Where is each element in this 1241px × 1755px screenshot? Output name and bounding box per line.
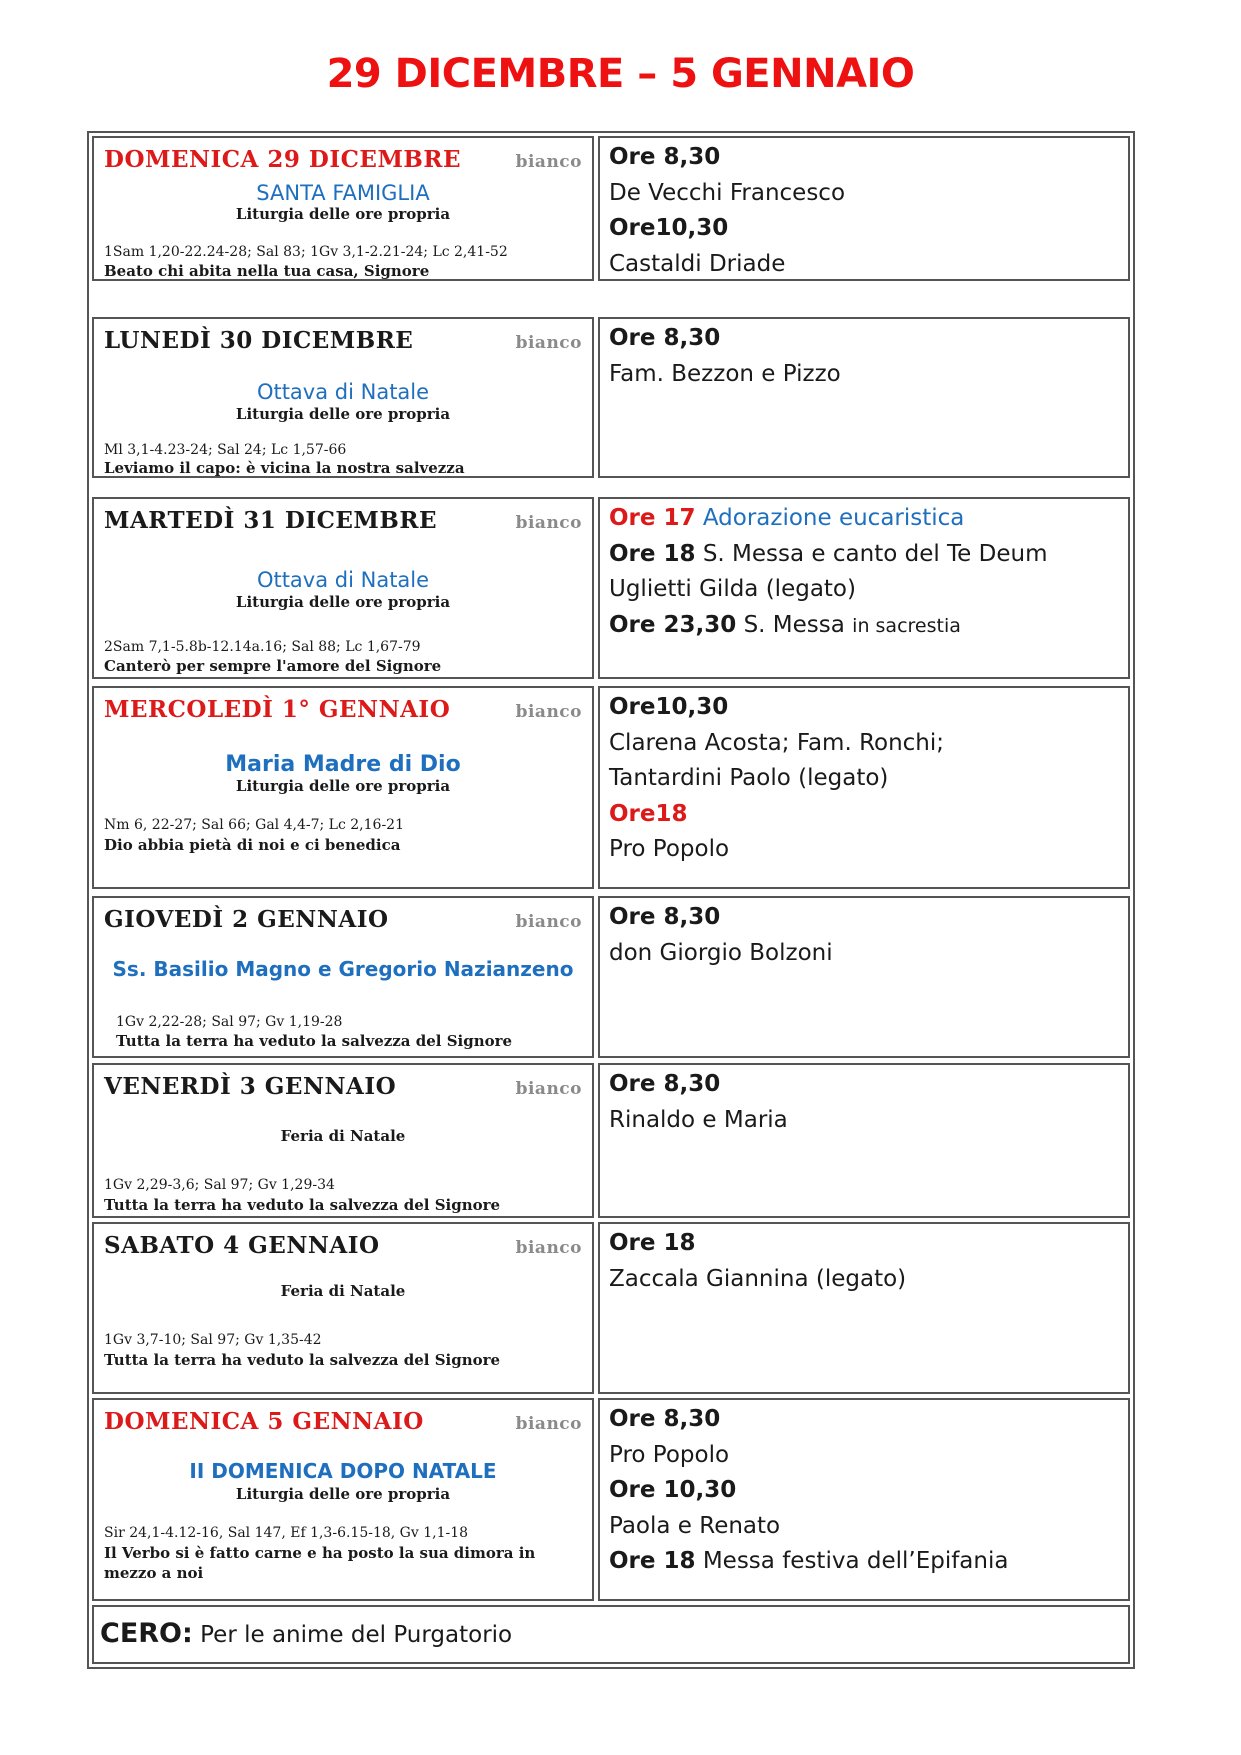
- liturgical-color: bianco: [515, 513, 582, 533]
- mass-cell-sabato-4: [598, 1222, 1130, 1394]
- feast-title: SANTA FAMIGLIA: [256, 181, 430, 205]
- mass-cell-martedi-31: [598, 497, 1130, 679]
- mass-intention: Castaldi Driade: [609, 250, 786, 277]
- liturgy-note: Feria di Natale: [280, 1127, 406, 1145]
- psalm-response: Beato chi abita nella tua casa, Signore: [104, 262, 430, 280]
- liturgical-color: bianco: [515, 1414, 582, 1434]
- mass-time: Ore10,30: [609, 215, 729, 241]
- feast-title: Maria Madre di Dio: [225, 752, 461, 777]
- liturgy-note: Liturgia delle ore propria: [235, 405, 451, 423]
- footer-cell: [92, 1605, 1130, 1664]
- mass-list: [609, 1226, 1122, 1297]
- readings: 2Sam 7,1-5.8b-12.14a.16; Sal 88; Lc 1,67-79: [104, 639, 421, 655]
- day-cell-domenica-5: [92, 1398, 594, 1601]
- liturgy-note: Liturgia delle ore propria: [235, 205, 451, 223]
- mass-intention: Uglietti Gilda (legato): [609, 576, 856, 602]
- mass-list: [609, 690, 1122, 868]
- mass-time: Ore 10,30: [609, 1477, 737, 1503]
- day-name: DOMENICA 29 DICEMBRE: [104, 146, 462, 173]
- feast-title: Ottava di Natale: [256, 568, 430, 592]
- day-cell-sabato-4: [92, 1222, 594, 1394]
- day-cell-lunedi-30: [92, 317, 594, 478]
- day-cell-martedi-31: [92, 497, 594, 679]
- mass-intention: Fam. Bezzon e Pizzo: [609, 360, 841, 387]
- psalm-response: Tutta la terra ha veduto la salvezza del Signore: [104, 1196, 501, 1214]
- day-cell-domenica-29: [92, 136, 594, 281]
- readings: Ml 3,1-4.23-24; Sal 24; Lc 1,57-66: [104, 442, 347, 458]
- readings: 1Gv 3,7-10; Sal 97; Gv 1,35-42: [104, 1332, 322, 1348]
- liturgical-color: bianco: [515, 152, 582, 172]
- mass-location: in sacrestia: [852, 614, 961, 637]
- mass-intention: Clarena Acosta; Fam. Ronchi;: [609, 729, 945, 756]
- mass-time: Ore 18: [609, 1548, 696, 1574]
- psalm-response: Il Verbo si è fatto carne e ha posto la sua dimora in mezzo a noi: [104, 1544, 536, 1582]
- mass-intention: Paola e Renato: [609, 1512, 781, 1539]
- candle-intention: Per le anime del Purgatorio: [200, 1622, 513, 1648]
- psalm-response: Dio abbia pietà di noi e ci benedica: [104, 836, 401, 854]
- liturgical-color: bianco: [515, 333, 582, 353]
- mass-cell-lunedi-30: [598, 317, 1130, 478]
- day-name: LUNEDÌ 30 DICEMBRE: [104, 327, 414, 354]
- mass-intention: De Vecchi Francesco: [609, 179, 846, 206]
- day-cell-venerdi-3: [92, 1063, 594, 1218]
- mass-description: S. Messa e canto del Te Deum: [702, 540, 1048, 567]
- readings: 1Gv 2,29-3,6; Sal 97; Gv 1,29-34: [104, 1177, 335, 1193]
- adoration-label: Adorazione eucaristica: [702, 505, 965, 531]
- mass-time: Ore 17: [609, 505, 696, 531]
- day-name: GIOVEDÌ 2 GENNAIO: [104, 906, 389, 933]
- day-cell-mercoledi-1: [92, 686, 594, 889]
- candle-label: CERO:: [100, 1618, 193, 1649]
- feast-title: II DOMENICA DOPO NATALE: [189, 1459, 497, 1483]
- liturgical-color: bianco: [515, 1238, 582, 1258]
- day-cell-giovedi-2: [92, 896, 594, 1058]
- feast-title: Ottava di Natale: [256, 380, 430, 404]
- mass-time: Ore 8,30: [609, 325, 721, 351]
- liturgy-note: Liturgia delle ore propria: [235, 593, 451, 611]
- mass-list: [609, 900, 1122, 971]
- day-name: VENERDÌ 3 GENNAIO: [104, 1073, 397, 1100]
- mass-time: Ore18: [609, 800, 688, 827]
- candle-note: [100, 1616, 512, 1653]
- readings: 1Sam 1,20-22.24-28; Sal 83; 1Gv 3,1-2.21-24; Lc 2,41-52: [104, 244, 508, 260]
- mass-cell-domenica-5: [598, 1398, 1130, 1601]
- readings: Nm 6, 22-27; Sal 66; Gal 4,4-7; Lc 2,16-21: [104, 817, 404, 833]
- mass-intention: Rinaldo e Maria: [609, 1106, 788, 1133]
- liturgical-color: bianco: [515, 1079, 582, 1099]
- liturgy-note: Liturgia delle ore propria: [235, 1485, 451, 1503]
- psalm-response: Tutta la terra ha veduto la salvezza del Signore: [116, 1032, 513, 1050]
- day-name: MERCOLEDÌ 1° GENNAIO: [104, 696, 451, 723]
- mass-time: Ore10,30: [609, 694, 729, 720]
- day-name: SABATO 4 GENNAIO: [104, 1232, 380, 1259]
- mass-cell-domenica-29: [598, 136, 1130, 281]
- psalm-response: Leviamo il capo: è vicina la nostra salvezza: [104, 459, 465, 477]
- mass-cell-mercoledi-1: [598, 686, 1130, 889]
- mass-cell-giovedi-2: [598, 896, 1130, 1058]
- mass-list: [609, 501, 1122, 644]
- feast-title: Ss. Basilio Magno e Gregorio Nazianzeno: [112, 957, 574, 981]
- mass-description: S. Messa: [743, 611, 845, 638]
- mass-time: Ore 8,30: [609, 1406, 721, 1432]
- mass-list: [609, 140, 1122, 282]
- readings: 1Gv 2,22-28; Sal 97; Gv 1,19-28: [116, 1014, 343, 1030]
- day-name: MARTEDÌ 31 DICEMBRE: [104, 507, 437, 534]
- liturgical-color: bianco: [515, 912, 582, 932]
- mass-time: Ore 8,30: [609, 1071, 721, 1097]
- mass-time: Ore 18: [609, 1230, 696, 1256]
- mass-intention: Pro Popolo: [609, 836, 730, 862]
- mass-intention: Tantardini Paolo (legato): [609, 765, 889, 791]
- mass-time: Ore 8,30: [609, 904, 721, 930]
- psalm-response: Tutta la terra ha veduto la salvezza del Signore: [104, 1351, 501, 1369]
- mass-intention: don Giorgio Bolzoni: [609, 939, 833, 966]
- mass-description: Messa festiva dell’Epifania: [702, 1548, 1009, 1574]
- mass-list: [609, 1402, 1122, 1580]
- mass-time: Ore 23,30: [609, 611, 737, 638]
- liturgy-note: Liturgia delle ore propria: [235, 777, 451, 795]
- mass-list: [609, 1067, 1122, 1138]
- psalm-response: Canterò per sempre l'amore del Signore: [104, 657, 442, 675]
- mass-time: Ore 18: [609, 540, 696, 567]
- page-title: 29 DICEMBRE – 5 GENNAIO: [326, 51, 915, 97]
- mass-cell-venerdi-3: [598, 1063, 1130, 1218]
- liturgy-note: Feria di Natale: [280, 1282, 406, 1300]
- mass-time: Ore 8,30: [609, 144, 721, 170]
- readings: Sir 24,1-4.12-16, Sal 147, Ef 1,3-6.15-18, Gv 1,1-18: [104, 1525, 469, 1541]
- liturgical-color: bianco: [515, 702, 582, 722]
- day-name: DOMENICA 5 GENNAIO: [104, 1408, 424, 1435]
- mass-intention: Pro Popolo: [609, 1441, 730, 1468]
- mass-intention: Zaccala Giannina (legato): [609, 1265, 907, 1292]
- mass-list: [609, 321, 1122, 392]
